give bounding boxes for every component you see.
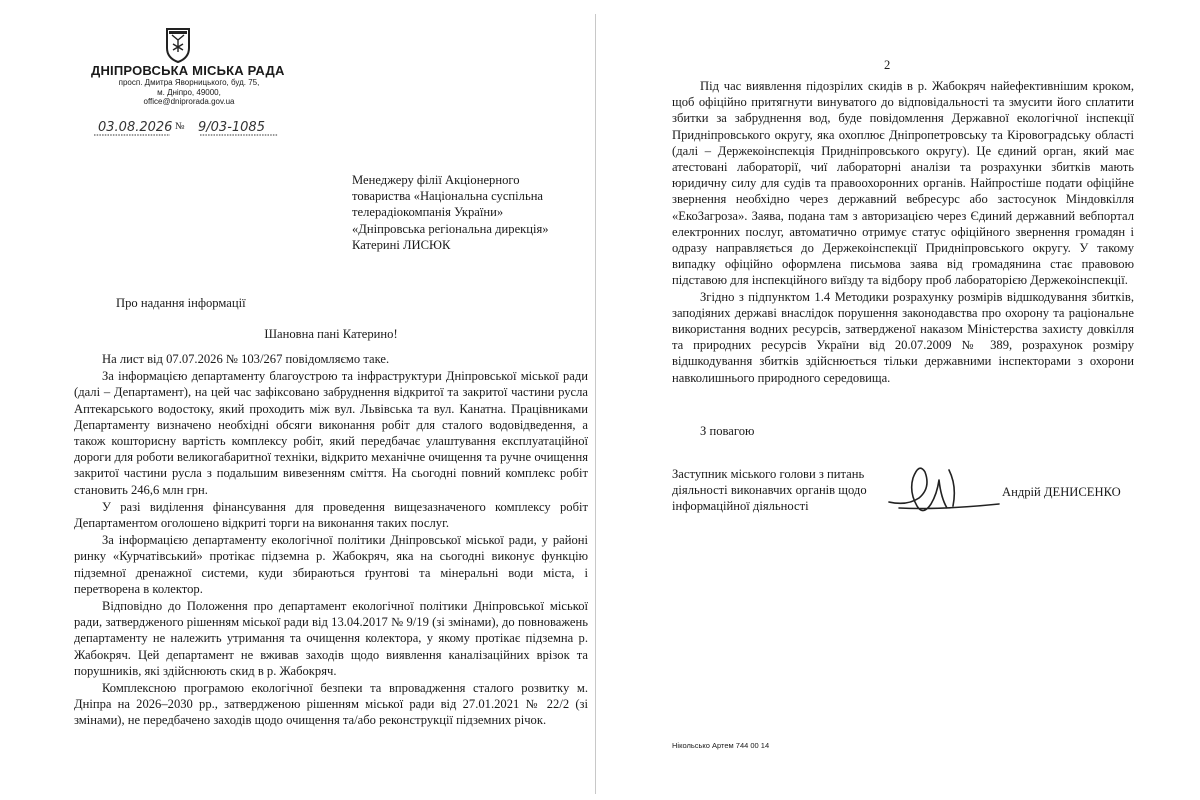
body-paragraph: Відповідно до Положення про департамент екологічної політики Дніпровської міської ради, затвердженого рішенням міської ради від 13.04.2017 № 9/19 (зі змінами), до повноважень департаменту не належить утримання та очищення колектора, у якому протікає підземна р. Жабокряч. Цей департамент не вживав заходів щодо виявлення каналізаційних врізок та порушників, які здійснюють скид в р. Жабокряч. — [74, 599, 588, 678]
address-line: office@dniprorada.gov.ua — [143, 97, 235, 106]
letter-body-continued — [672, 78, 1134, 386]
body-paragraph: У разі виділення фінансування для проведення вищезазначеного комплексу робіт Департаментом оголошено відкриті торги на виконання таких послуг. — [74, 499, 588, 531]
signatory-title — [672, 466, 882, 515]
body-paragraph: Згідно з підпунктом 1.4 Методики розрахунку розмірів відшкодування збитків, заподіяних державі внаслідок порушення законодавства про охорону та раціональне використання водних ресурсів, затвердженої наказом Міністерства захисту довкілля та природних ресурсів України від 20.07.2009 № 389, розрахунок розміру відшкодування збитків здійснюється тільки державними інспекторами з охорони навколишнього природного середовища. — [672, 289, 1134, 385]
recipient-name: Катерині ЛИСЮК — [352, 237, 451, 252]
signatory-name: Андрій ДЕНИСЕНКО — [1002, 485, 1121, 499]
letter-subject: Про надання інформації — [116, 296, 246, 310]
registration-number: 9/03-1085 — [198, 120, 265, 135]
registration-number-label: № — [175, 121, 185, 132]
recipient-line: телерадіокомпанія України» — [352, 205, 504, 220]
signatory-title-line: Заступник міського голови з питань — [672, 467, 865, 481]
signatory-title-line: інформаційної діяльності — [672, 499, 809, 514]
city-emblem-icon — [164, 26, 192, 64]
recipient-line: Менеджеру філії Акціонерного — [352, 173, 520, 187]
body-paragraph: Комплексною програмою екологічної безпеки та впровадження сталого розвитку м. Дніпра на 2026–2030 рр., затвердженою рішенням міської ради від 27.01.2021 № 22/2 (зі змінами), не передбачено заходів щодо очищення та/або реконструкції підземних річок. — [74, 681, 588, 728]
body-paragraph: За інформацією департаменту екологічної політики Дніпровської міської ради, у районі ринку «Курчатівський» протікає підземна р. Жабокряч, яка на сьогодні виконує функцію підземної дренажної системи, куди збираються ґрунтові та мінеральні води міста, і перетворена в колектор. — [74, 533, 588, 596]
handwritten-signature — [879, 460, 1009, 522]
recipient-line: товариства «Національна суспільна — [352, 189, 544, 204]
organization-name: ДНІПРОВСЬКА МІСЬКА РАДА — [91, 63, 285, 78]
registration-date: 03.08.2026 — [98, 120, 173, 135]
address-line: просп. Дмитра Яворницького, буд. 75, — [118, 78, 260, 87]
recipient-block — [352, 172, 588, 253]
body-paragraph: За інформацією департаменту благоустрою та інфраструктури Дніпровської міської ради (далі – Департамент), на цей час зафіксовано забруднення відкритої та закритої частини русла Аптекарського водостоку, який проходить між вул. Львівська та вул. Канатна. Працівниками Департаменту визначено необхідні обсяги виконання робіт для сталого водовідведення, а також кошторисну вартість комплексу робіт, який передбачає улаштування експлуатаційної дороги для роботи великогабаритної техніки, відкрито механічне очищення та ручне очищення закритої частини русла з подальшим вивезенням сміття. На сьогодні повний комплекс робіт становить 246,6 млн грн. — [74, 369, 588, 497]
page-divider — [595, 14, 596, 794]
body-paragraph: Під час виявлення підозрілих скидів в р. Жабокряч найефективнішим кроком, щоб офіційно притягнути винуватого до відповідальності та змусити його сплатити збитки за забруднення вод, буде повідомлення Державної екологічної інспекції Придніпровського округу, яка охоплює Дніпропетровську та Кіровоградську області (далі – Держекоінспекція Придніпровського округу). Це єдиний орган, який має атестовані лабораторії, чиї лабораторні аналізи та розрахунки збитків мають юридичну силу для судів та правоохоронних органів. Найпростіше подати офіційне звернення необхідно через державний вебресурс або застосунок Міндовкілля «ЕкоЗагроза». Заява, подана там з авторизацією через Єдиний державний вебпортал електронних послуг, автоматично отримує статус офіційного звернення громадян і одразу направляється до Держекоінспекції Придніпровського округу. У такому випадку офіційно оформлена письмова заява від громадянина стає правовою підставою для інспекційного виїзду та відбору проб лабораторією Держекоінспекції. — [672, 79, 1134, 288]
body-paragraph: На лист від 07.07.2026 № 103/267 повідомляємо таке. — [102, 352, 390, 366]
closing-regards: З повагою — [700, 424, 755, 438]
letter-page-1 — [74, 14, 588, 786]
address-line: м. Дніпро, 49000, — [157, 87, 221, 97]
salutation: Шановна пані Катерино! — [264, 327, 398, 341]
signatory-title-line: діяльності виконавчих органів щодо — [672, 483, 867, 498]
page-number: 2 — [884, 58, 891, 72]
executor-footer: Нікольсько Артем 744 00 14 — [672, 741, 770, 750]
recipient-line: «Дніпровська регіональна дирекція» — [352, 221, 549, 236]
letter-body — [74, 351, 588, 730]
letter-page-2 — [614, 14, 1134, 786]
organization-address — [114, 78, 264, 107]
